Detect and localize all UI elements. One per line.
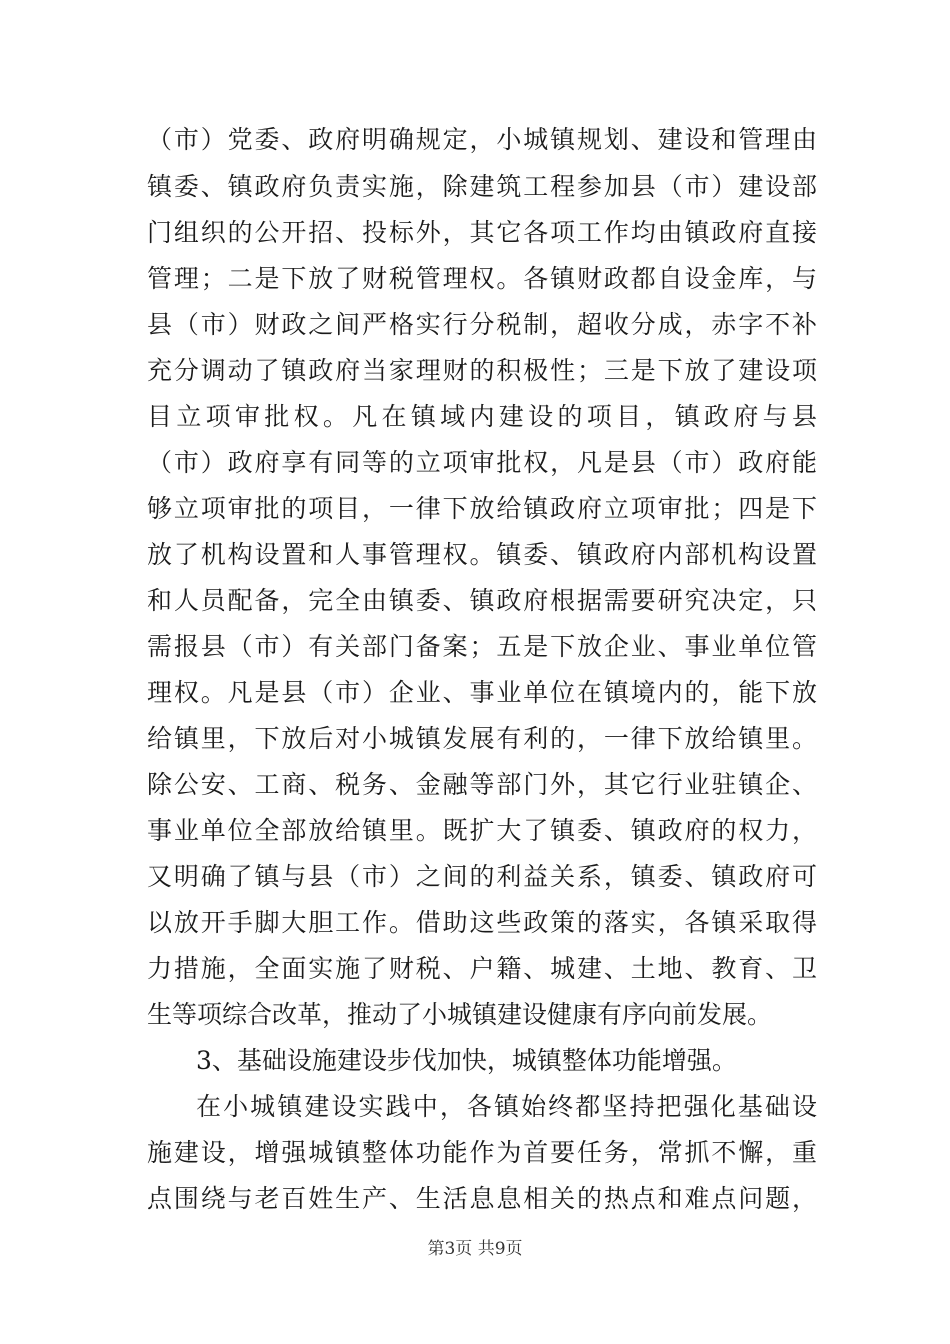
paragraph-first-line: 在小城镇建设实践中，各镇始终都坚持把强化基础设 xyxy=(196,1092,817,1121)
text-line: 目立项审批权。凡在镇域内建设的项目，镇政府与县 xyxy=(147,402,817,431)
text-line: 理权。凡是县（市）企业、事业单位在镇境内的，能下放 xyxy=(147,678,817,707)
text-line: 给镇里，下放后对小城镇发展有利的，一律下放给镇里。 xyxy=(147,724,817,753)
paragraph-last-line: 生等项综合改革，推动了小城镇建设健康有序向前发展。 xyxy=(147,1000,773,1029)
text-line: 门组织的公开招、投标外，其它各项工作均由镇政府直接 xyxy=(147,218,817,247)
text-line: 镇委、镇政府负责实施，除建筑工程参加县（市）建设部 xyxy=(147,172,817,201)
text-line: （市）政府享有同等的立项审批权，凡是县（市）政府能 xyxy=(147,448,817,477)
text-line: 县（市）财政之间严格实行分税制，超收分成，赤字不补 xyxy=(147,310,817,339)
text-line: 点围绕与老百姓生产、生活息息相关的热点和难点问题， xyxy=(147,1184,817,1213)
text-line: （市）党委、政府明确规定，小城镇规划、建设和管理由 xyxy=(147,125,817,154)
text-line: 管理；二是下放了财税管理权。各镇财政都自设金库，与 xyxy=(147,264,817,293)
text-line: 施建设，增强城镇整体功能作为首要任务，常抓不懈，重 xyxy=(147,1138,817,1167)
text-line: 力措施，全面实施了财税、户籍、城建、土地、教育、卫 xyxy=(147,954,817,983)
text-line: 以放开手脚大胆工作。借助这些政策的落实，各镇采取得 xyxy=(147,908,817,937)
section-heading: 3、基础设施建设步伐加快，城镇整体功能增强。 xyxy=(196,1046,737,1075)
text-line: 又明确了镇与县（市）之间的利益关系，镇委、镇政府可 xyxy=(147,862,817,891)
text-line: 放了机构设置和人事管理权。镇委、镇政府内部机构设置 xyxy=(147,540,817,569)
text-line: 充分调动了镇政府当家理财的积极性；三是下放了建设项 xyxy=(147,356,817,385)
text-line: 事业单位全部放给镇里。既扩大了镇委、镇政府的权力， xyxy=(147,816,817,845)
text-line: 和人员配备，完全由镇委、镇政府根据需要研究决定，只 xyxy=(147,586,817,615)
text-line: 够立项审批的项目，一律下放给镇政府立项审批；四是下 xyxy=(147,494,817,523)
text-line: 除公安、工商、税务、金融等部门外，其它行业驻镇企、 xyxy=(147,770,817,799)
page-number-footer: 第3页 共9页 xyxy=(427,1239,523,1259)
text-line: 需报县（市）有关部门备案；五是下放企业、事业单位管 xyxy=(147,632,817,661)
